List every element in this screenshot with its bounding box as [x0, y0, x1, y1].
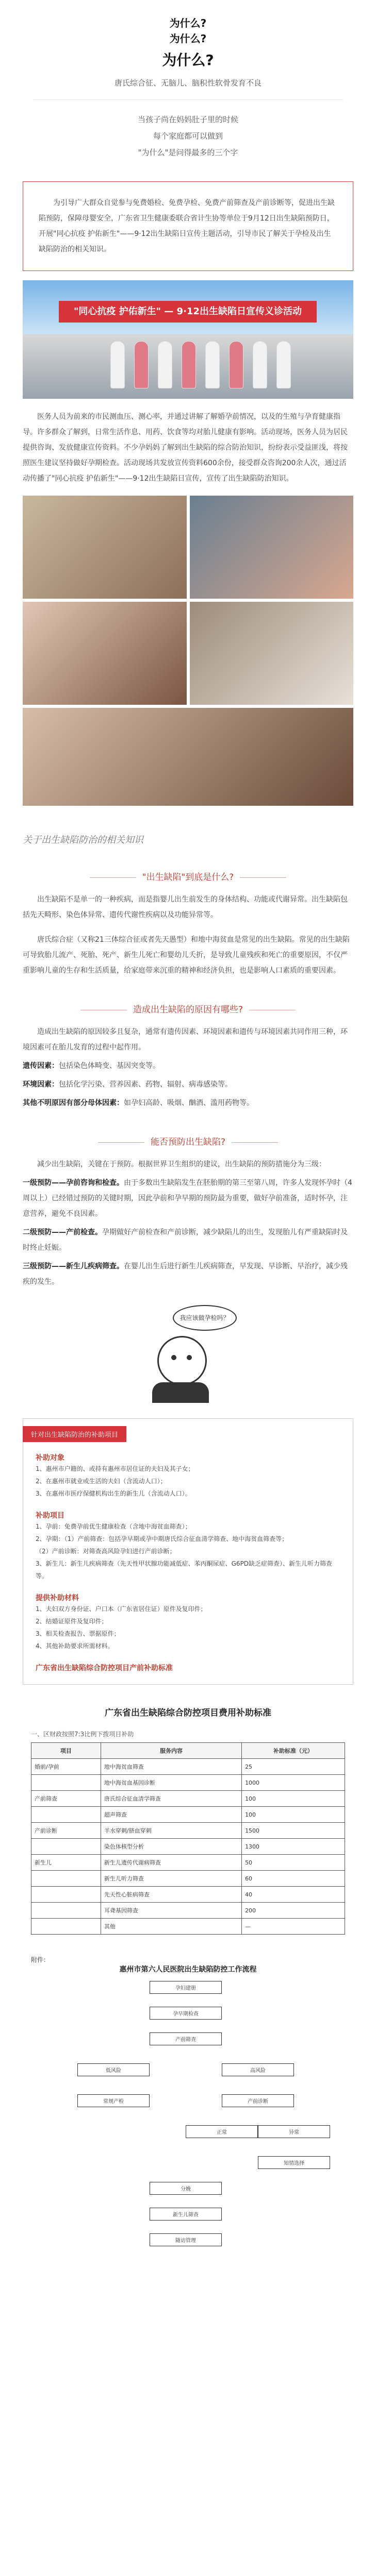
person [158, 341, 172, 388]
flow-node: 产前诊断 [222, 2094, 294, 2107]
person [276, 341, 291, 388]
cartoon-body [152, 1382, 209, 1403]
cause-label: 其他不明原因有部分母体因素： [23, 1099, 124, 1107]
photo-blood-pressure [190, 496, 354, 599]
table-cell: 羊水穿刺/脐血穿刺 [101, 1823, 241, 1839]
flow-node: 高风险 [222, 2063, 294, 2076]
table-row [31, 1759, 345, 1775]
table-cell: 耳聋基因筛查 [101, 1903, 241, 1919]
heading-what-is: "出生缺陷"到底是什么? [0, 870, 376, 883]
document-title: 广东省出生缺陷综合防控项目费用补助标准 [105, 1708, 271, 1718]
workflow-title: 惠州市第六人民医院出生缺陷防控工作流程 [119, 1965, 257, 1974]
table-cell [31, 1807, 101, 1823]
heading-causes: 造成出生缺陷的原因有哪些? [0, 1002, 376, 1015]
table-cell [31, 1919, 101, 1935]
flow-node: 孕妇建册 [150, 1981, 222, 1994]
table-header: 补助标准（元） [242, 1743, 345, 1759]
table-cell: 25 [242, 1759, 345, 1775]
table-row [31, 1855, 345, 1871]
table-cell [31, 1903, 101, 1919]
table-row [31, 1919, 345, 1935]
subsidy-line: 3、新生儿：新生儿疾病筛查（先天性甲状腺功能减低症、苯丙酮尿症、G6PD缺乏症筛查）、新生儿听力筛查等。 [36, 1560, 333, 1580]
flow-node: 产前筛查 [150, 2032, 222, 2045]
table-row [31, 1887, 345, 1903]
prevention-text: 在婴儿出生后进行新生儿疾病筛查，早发现、早诊断、早治疗，减少残疾的发生。 [23, 1262, 348, 1286]
subsidy-line: 1、夫妇双方身份证、户口本（广东省居住证）原件及复印件； [36, 1605, 207, 1613]
table-cell: 100 [242, 1807, 345, 1823]
subsidy-line: 1、孕前：免费孕前优生健康检查（含地中海贫血筛查）； [36, 1523, 191, 1530]
table-cell: 唐氏综合征血清学筛查 [101, 1791, 241, 1807]
table-row [31, 1903, 345, 1919]
paragraph: 出生缺陷不是单一的一种疾病，而是指婴儿出生前发生的身体结构、功能或代谢异常。出生缺陷包括先天畸形、染色体异常、遗传代谢性疾病以及功能异常等。 [23, 895, 348, 919]
document-caption: 一、区财政按照7:3比例下拨项目补助 [31, 1731, 134, 1738]
table-cell [31, 1871, 101, 1887]
prevention-label: 一级预防——孕前咨询和检查。 [23, 1179, 124, 1187]
subsidy-target-title: 补助对象 [36, 1454, 64, 1462]
flow-node: 正常 [186, 2125, 258, 2138]
paragraph: 造成出生缺陷的原因较多且复杂，通常有遗传因素、环境因素和遗传与环境因素共同作用三种，环境因素可在胎儿发育的过程中起作用。 [23, 1028, 348, 1052]
prevention-label: 三级预防——新生儿疾病筛查。 [23, 1262, 124, 1270]
table-cell: 产前诊断 [31, 1823, 101, 1839]
lead-line: 当孩子尚在妈妈肚子里的时候 [137, 115, 238, 124]
event-photo [23, 280, 353, 399]
table-cell: — [242, 1919, 345, 1935]
subsidy-line: 2、在惠州市就业或生活的夫妇（含流动人口）； [36, 1478, 167, 1485]
subsidy-materials-title: 提供补助材料 [36, 1594, 79, 1602]
section-heading: 关于出生缺陷防治的相关知识 [23, 835, 143, 845]
paragraph: 减少出生缺陷，关键在于预防。根据世界卫生组织的建议，出生缺陷的预防措施分为三级： [37, 1160, 326, 1168]
paragraph: 唐氏综合症（又称21三体综合征或者先天愚型）和地中海贫血是常见的出生缺陷。常见的出生缺陷可导致胎儿流产、死胎、死产、新生儿死亡和婴幼儿夭折，是导致儿童残疾和死亡的重要原因，不仅严重影响儿童的生存和生活质量，给家庭带来沉重的精神和经济负担，也是影响人口素质的重要因素。 [23, 936, 350, 975]
person [229, 341, 243, 388]
prevention-text: 孕期做好产前检查和产前诊断，减少缺陷儿的出生，发现胎儿有严重缺陷时及时终止妊娠。 [23, 1228, 348, 1252]
table-cell: 200 [242, 1903, 345, 1919]
hero [0, 0, 376, 88]
eye [171, 1355, 176, 1360]
subsidy-line: 4、其他补助要求所需材料。 [36, 1642, 114, 1650]
hero-question-large: 为什么? [162, 52, 214, 69]
table-header: 服务内容 [101, 1743, 241, 1759]
table-cell: 1000 [242, 1775, 345, 1791]
flow-node: 孕早期检查 [150, 2007, 222, 2020]
thinking-illustration [132, 1305, 245, 1403]
event-banner: "同心抗疫 护佑新生" — 9·12出生缺陷日宣传义诊活动 [59, 301, 317, 323]
flow-node: 低风险 [77, 2063, 150, 2076]
table-header: 项目 [31, 1743, 101, 1759]
table-cell: 50 [242, 1855, 345, 1871]
table-row [31, 1791, 345, 1807]
prevention-item [23, 1225, 353, 1256]
prevention-text: 由于多数出生缺陷发生在胚胎期的第三至第八周，许多人发现怀孕时（4周以上）已经错过预防的关键时期，因此孕前和孕早期的预防最为重要，做好孕前准备，适时怀孕，注意营养，避免不良因素。 [23, 1179, 352, 1218]
lead-line: 每个家庭都可以做到 [153, 131, 223, 141]
photo-grid [23, 496, 353, 806]
table-cell: 产前筛查 [31, 1791, 101, 1807]
subsidy-line: 2、孕期：（1）产前筛查：包括孕早期或孕中期唐氏综合征血清学筛查、地中海贫血筛查等； [36, 1535, 288, 1543]
lead-line: "为什么"是问得最多的三个字 [138, 148, 238, 157]
cause-item [23, 1095, 353, 1111]
table-cell: 1300 [242, 1839, 345, 1855]
people-group [110, 341, 291, 388]
divider [34, 99, 343, 100]
flow-node: 知情选择 [258, 2156, 330, 2169]
flow-node: 新生儿筛查 [150, 2208, 222, 2221]
table-cell: 地中海贫血基因诊断 [101, 1775, 241, 1791]
table-cell [31, 1887, 101, 1903]
attachment-label: 附件： [31, 1956, 50, 1963]
subsidy-line: 3、相关检查报告、票据原件； [36, 1630, 120, 1637]
eye [187, 1355, 192, 1360]
flow-node: 常规产检 [77, 2094, 150, 2107]
person [253, 341, 267, 388]
cause-label: 环境因素： [23, 1080, 59, 1089]
hero-question-medium: 为什么? [169, 32, 207, 45]
table-cell: 60 [242, 1871, 345, 1887]
table-cell: 新生儿听力筛查 [101, 1871, 241, 1887]
table-cell: 染色体核型分析 [101, 1839, 241, 1855]
workflow-diagram [31, 1955, 345, 2244]
photo-health-check [23, 602, 187, 705]
table-cell: 地中海贫血筛查 [101, 1759, 241, 1775]
table-cell: 其他 [101, 1919, 241, 1935]
flow-node: 随访管理 [150, 2233, 222, 2246]
heading-prevention: 能否预防出生缺陷? [0, 1134, 376, 1147]
table-header-row [31, 1743, 345, 1759]
table-row [31, 1775, 345, 1791]
table-row [31, 1807, 345, 1823]
table-row [31, 1823, 345, 1839]
lead-text [0, 111, 376, 161]
cause-text: 包括染色体畸变、基因突变等。 [59, 1062, 160, 1070]
photo-consultation [23, 496, 187, 599]
subsidy-line: （2）产前诊断：对筛查高风险孕妇进行产前诊断； [36, 1548, 176, 1555]
subsidy-standard-title: 广东省出生缺陷综合防控项目产前补助标准 [36, 1664, 173, 1672]
subsidy-table [31, 1742, 345, 1935]
cartoon-head [157, 1336, 207, 1385]
person [205, 341, 220, 388]
flow-node: 分娩 [150, 2182, 222, 2195]
table-row [31, 1839, 345, 1855]
event-description: 医务人员为前来的市民测血压、测心率，并通过讲解了解婚孕前情况，以及的生殖与孕育健康指导。许多群众了解到，日常生活作息、用药、饮食等均对胎儿健康有影响。活动现场，医务人员为居民提供咨询、发放健康宣传资料。不少孕妈妈了解到出生缺陷的综合防治知识，纷纷表示受益匪浅，将按照医生建议坚持做好孕期检查。活动现场共发放宣传资料600余份，接受群众咨询200余人次，通过活动传播了"同心抗疫 护佑新生"——9·12出生缺陷日宣传，宣传了出生缺陷防治知识。 [23, 413, 348, 483]
table-cell: 超声筛查 [101, 1807, 241, 1823]
cause-label: 遗传因素： [23, 1062, 59, 1070]
table-cell: 新生儿 [31, 1855, 101, 1871]
subsidy-line: 3、在惠州市医疗保健机构出生的新生儿（含流动人口）。 [36, 1490, 191, 1497]
person [134, 341, 149, 388]
table-cell: 100 [242, 1791, 345, 1807]
hero-question-small: 为什么? [169, 17, 207, 29]
table-cell: 1500 [242, 1823, 345, 1839]
subsidy-box [23, 1418, 353, 1685]
table-cell [31, 1775, 101, 1791]
cause-item [23, 1058, 353, 1074]
table-cell: 40 [242, 1887, 345, 1903]
table-cell: 先天性心脏病筛查 [101, 1887, 241, 1903]
cause-text: 如孕妇高龄、吸烟、酗酒、滥用药物等。 [124, 1099, 254, 1107]
cause-text: 包括化学污染、营养因素、药物、辐射、病毒感染等。 [59, 1080, 232, 1089]
table-row [31, 1871, 345, 1887]
thought-bubble: 我应该做孕检吗？ [173, 1305, 237, 1331]
subsidy-line: 1、惠州市户籍的、或持有惠州市居住证的夫妇及其子女； [36, 1465, 194, 1472]
photo-crowd [23, 708, 353, 806]
table-cell: 新生儿遗传代谢病筛查 [101, 1855, 241, 1871]
person [110, 341, 125, 388]
subsidy-tab: 针对出生缺陷防治的补助项目 [23, 1426, 126, 1442]
cause-item [23, 1077, 353, 1092]
hero-subtitle: 唐氏综合征、无脑儿、脑积性软骨发育不良 [114, 78, 261, 88]
table-cell: 婚前/孕前 [31, 1759, 101, 1775]
person [182, 341, 196, 388]
prevention-item [23, 1175, 353, 1222]
photo-information-desk [190, 602, 354, 705]
flow-node: 异常 [258, 2125, 330, 2138]
intro-box: 为引导广大群众自觉参与免费婚检、免费孕检、免费产前筛查及产前诊断等，促进出生缺陷预防，保障母婴安全，广东省卫生健康委联合省计生协等单位于9月12日出生缺陷预防日，开展"同心抗疫 护佑新生"——9·12出生缺陷日宣传主题活动，引导市民了解关于孕检及出生缺陷防治的相关知识。 [23, 181, 353, 271]
prevention-label: 二级预防——产前检查。 [23, 1228, 102, 1236]
prevention-item [23, 1259, 353, 1290]
subsidy-line: 2、结婚证原件及复印件； [36, 1618, 108, 1625]
table-cell [31, 1839, 101, 1855]
subsidy-items-title: 补助项目 [36, 1512, 64, 1520]
